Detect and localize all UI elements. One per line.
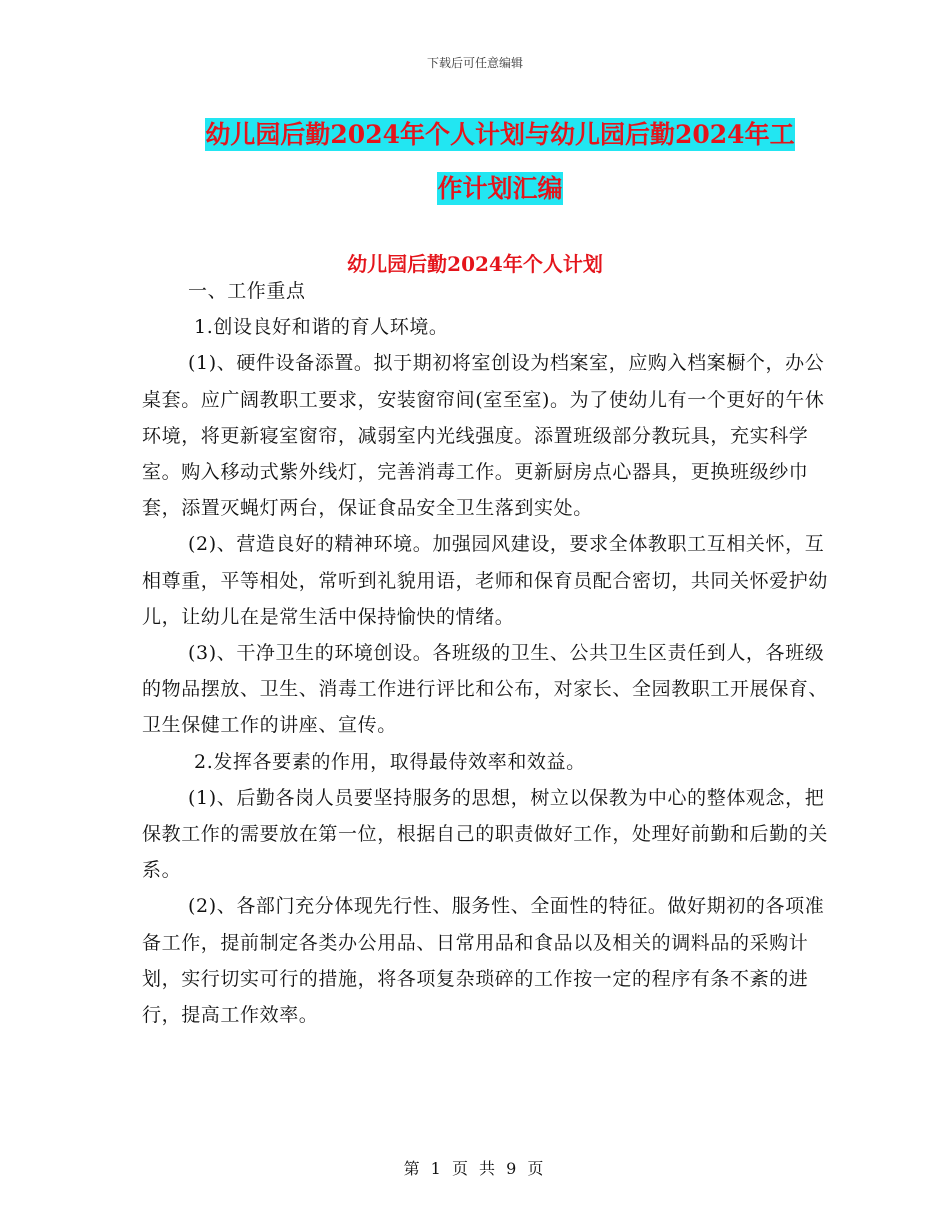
paragraph-hygiene-environment: (3)、干净卫生的环境创设。各班级的卫生、公共卫生区责任到人，各班级的物品摆放、卫生、消毒工作进行评比和公布，对家长、全园教职工开展保育、卫生保健工作的讲座、宣传。 bbox=[142, 642, 829, 737]
title-line-1: 幼儿园后勤2024年个人计划与幼儿园后勤2024年工 bbox=[205, 120, 795, 149]
subheading-efficiency: 2.发挥各要素的作用，取得最侍效率和效益。 bbox=[194, 750, 586, 773]
document-body bbox=[142, 273, 832, 1033]
subheading-environment: 1.创设良好和谐的育人环境。 bbox=[194, 316, 449, 339]
document-title bbox=[150, 108, 850, 216]
paragraph-spirit-environment: (2)、营造良好的精神环境。加强园风建设，要求全体教职工互相关怀，互相尊重，平等相处，常听到礼貌用语，老师和保育员配合密切，共同关怀爱护幼儿，让幼儿在是常生活中保持愉快的情绪。 bbox=[142, 533, 829, 628]
paragraph-department-duties: (2)、各部门充分体现先行性、服务性、全面性的特征。做好期初的各项准备工作，提前制定各类办公用品、日常用品和食品以及相关的调料品的采购计划，实行切实可行的措施，将各项复杂琐碎的工作按一定的程序有条不紊的进行，提高工作效率。 bbox=[142, 895, 825, 1027]
page-footer: 第 1 页 共 9 页 bbox=[403, 1159, 547, 1178]
paragraph-service-attitude: (1)、后勤各岗人员要坚持服务的思想，树立以保教为中心的整体观念，把保教工作的需要放在第一位，根据自己的职责做好工作，处理好前勤和后勤的关系。 bbox=[142, 786, 829, 882]
title-line-2: 作计划汇编 bbox=[437, 174, 563, 203]
heading-work-focus: 一、工作重点 bbox=[188, 280, 306, 302]
paragraph-hardware: (1)、硬件设备添置。拟于期初将室创设为档案室，应购入档案橱个，办公桌套。应广阔教职工要求，安装窗帘间(室至室)。为了使幼儿有一个更好的午休环境，将更新寝室窗帘，减弱室内光线强度。添置班级部分教玩具，充实科学室。购入移动式紫外线灯，完善消毒工作。更新厨房点心器具，更换班级纱巾套，添置灭蝇灯两台，保证食品安全卫生落到实处。 bbox=[142, 352, 825, 520]
header-note: 下载后可任意编辑 bbox=[426, 56, 523, 70]
section-title: 幼儿园后勤2024年个人计划 bbox=[347, 252, 603, 276]
